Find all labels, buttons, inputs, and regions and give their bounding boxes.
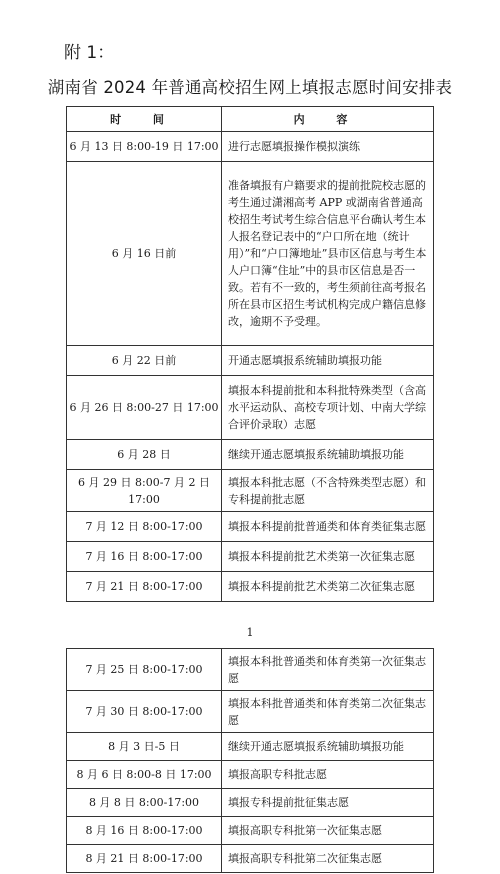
time-cell: 6 月 13 日 8:00-19 日 17:00	[67, 132, 222, 162]
content-cell: 填报高职专科批第一次征集志愿	[222, 817, 434, 845]
content-cell: 填报高职专科批第二次征集志愿	[222, 845, 434, 873]
content-cell: 填报本科提前批艺术类第二次征集志愿	[222, 572, 434, 602]
content-cell: 继续开通志愿填报系统辅助填报功能	[222, 440, 434, 470]
content-cell: 填报本科提前批和本科批特殊类型（含高水平运动队、高校专项计划、中南大学综合评价录取）志愿	[222, 376, 434, 440]
table-row	[67, 346, 434, 376]
attachment-label: 附 1：	[64, 43, 115, 63]
time-cell: 7 月 12 日 8:00-17:00	[67, 512, 222, 542]
time-cell: 6 月 22 日前	[67, 346, 222, 376]
content-cell: 进行志愿填报操作模拟演练	[222, 132, 434, 162]
table-row	[67, 440, 434, 470]
table-row	[67, 512, 434, 542]
table-row	[67, 789, 434, 817]
header-content: 内 容	[222, 107, 434, 132]
table-row	[67, 845, 434, 873]
content-cell: 准备填报有户籍要求的提前批院校志愿的考生通过潇湘高考 APP 或湖南省普通高校招生考试考生综合信息平台确认考生本人报名登记表中的“户口所在地（统计用）”和“户口簿地址”县市区信息与考生本人户口簿“住址”中的县市区信息是否一致。若有不一致的，考生须前往高考报名所在县市区招生考试机构完成户籍信息修改，逾期不予受理。	[222, 162, 434, 346]
table-row	[67, 817, 434, 845]
content-cell: 开通志愿填报系统辅助填报功能	[222, 346, 434, 376]
time-cell: 8 月 3 日-5 日	[67, 733, 222, 761]
header-time: 时 间	[67, 107, 222, 132]
table-row	[67, 649, 434, 691]
table-row	[67, 733, 434, 761]
content-cell: 填报本科提前批普通类和体育类征集志愿	[222, 512, 434, 542]
table-row	[67, 132, 434, 162]
time-cell: 8 月 21 日 8:00-17:00	[67, 845, 222, 873]
table-row	[67, 542, 434, 572]
document-title: 湖南省 2024 年普通高校招生网上填报志愿时间安排表	[47, 78, 453, 97]
table-row	[67, 691, 434, 733]
content-cell: 填报高职专科批志愿	[222, 761, 434, 789]
time-cell: 6 月 26 日 8:00-27 日 17:00	[67, 376, 222, 440]
content-cell: 填报本科批普通类和体育类第一次征集志愿	[222, 649, 434, 691]
time-cell: 7 月 25 日 8:00-17:00	[67, 649, 222, 691]
content-cell: 填报本科提前批艺术类第一次征集志愿	[222, 542, 434, 572]
content-cell: 填报本科批志愿（不含特殊类型志愿）和专科提前批志愿	[222, 470, 434, 512]
time-cell: 8 月 16 日 8:00-17:00	[67, 817, 222, 845]
table-row	[67, 162, 434, 346]
time-cell: 6 月 28 日	[67, 440, 222, 470]
time-cell: 6 月 29 日 8:00-7 月 2 日 17:00	[67, 470, 222, 512]
table-header-row	[67, 107, 434, 132]
time-cell: 8 月 6 日 8:00-8 日 17:00	[67, 761, 222, 789]
table-row	[67, 470, 434, 512]
time-cell: 7 月 21 日 8:00-17:00	[67, 572, 222, 602]
schedule-table-page2	[66, 648, 434, 873]
time-cell: 7 月 30 日 8:00-17:00	[67, 691, 222, 733]
page-number: 1	[246, 626, 254, 639]
table-row	[67, 572, 434, 602]
time-cell: 8 月 8 日 8:00-17:00	[67, 789, 222, 817]
content-cell: 填报专科提前批征集志愿	[222, 789, 434, 817]
table-row	[67, 761, 434, 789]
content-cell: 继续开通志愿填报系统辅助填报功能	[222, 733, 434, 761]
time-cell: 6 月 16 日前	[67, 162, 222, 346]
content-cell: 填报本科批普通类和体育类第二次征集志愿	[222, 691, 434, 733]
schedule-table-page1	[66, 106, 434, 602]
table-row	[67, 376, 434, 440]
time-cell: 7 月 16 日 8:00-17:00	[67, 542, 222, 572]
